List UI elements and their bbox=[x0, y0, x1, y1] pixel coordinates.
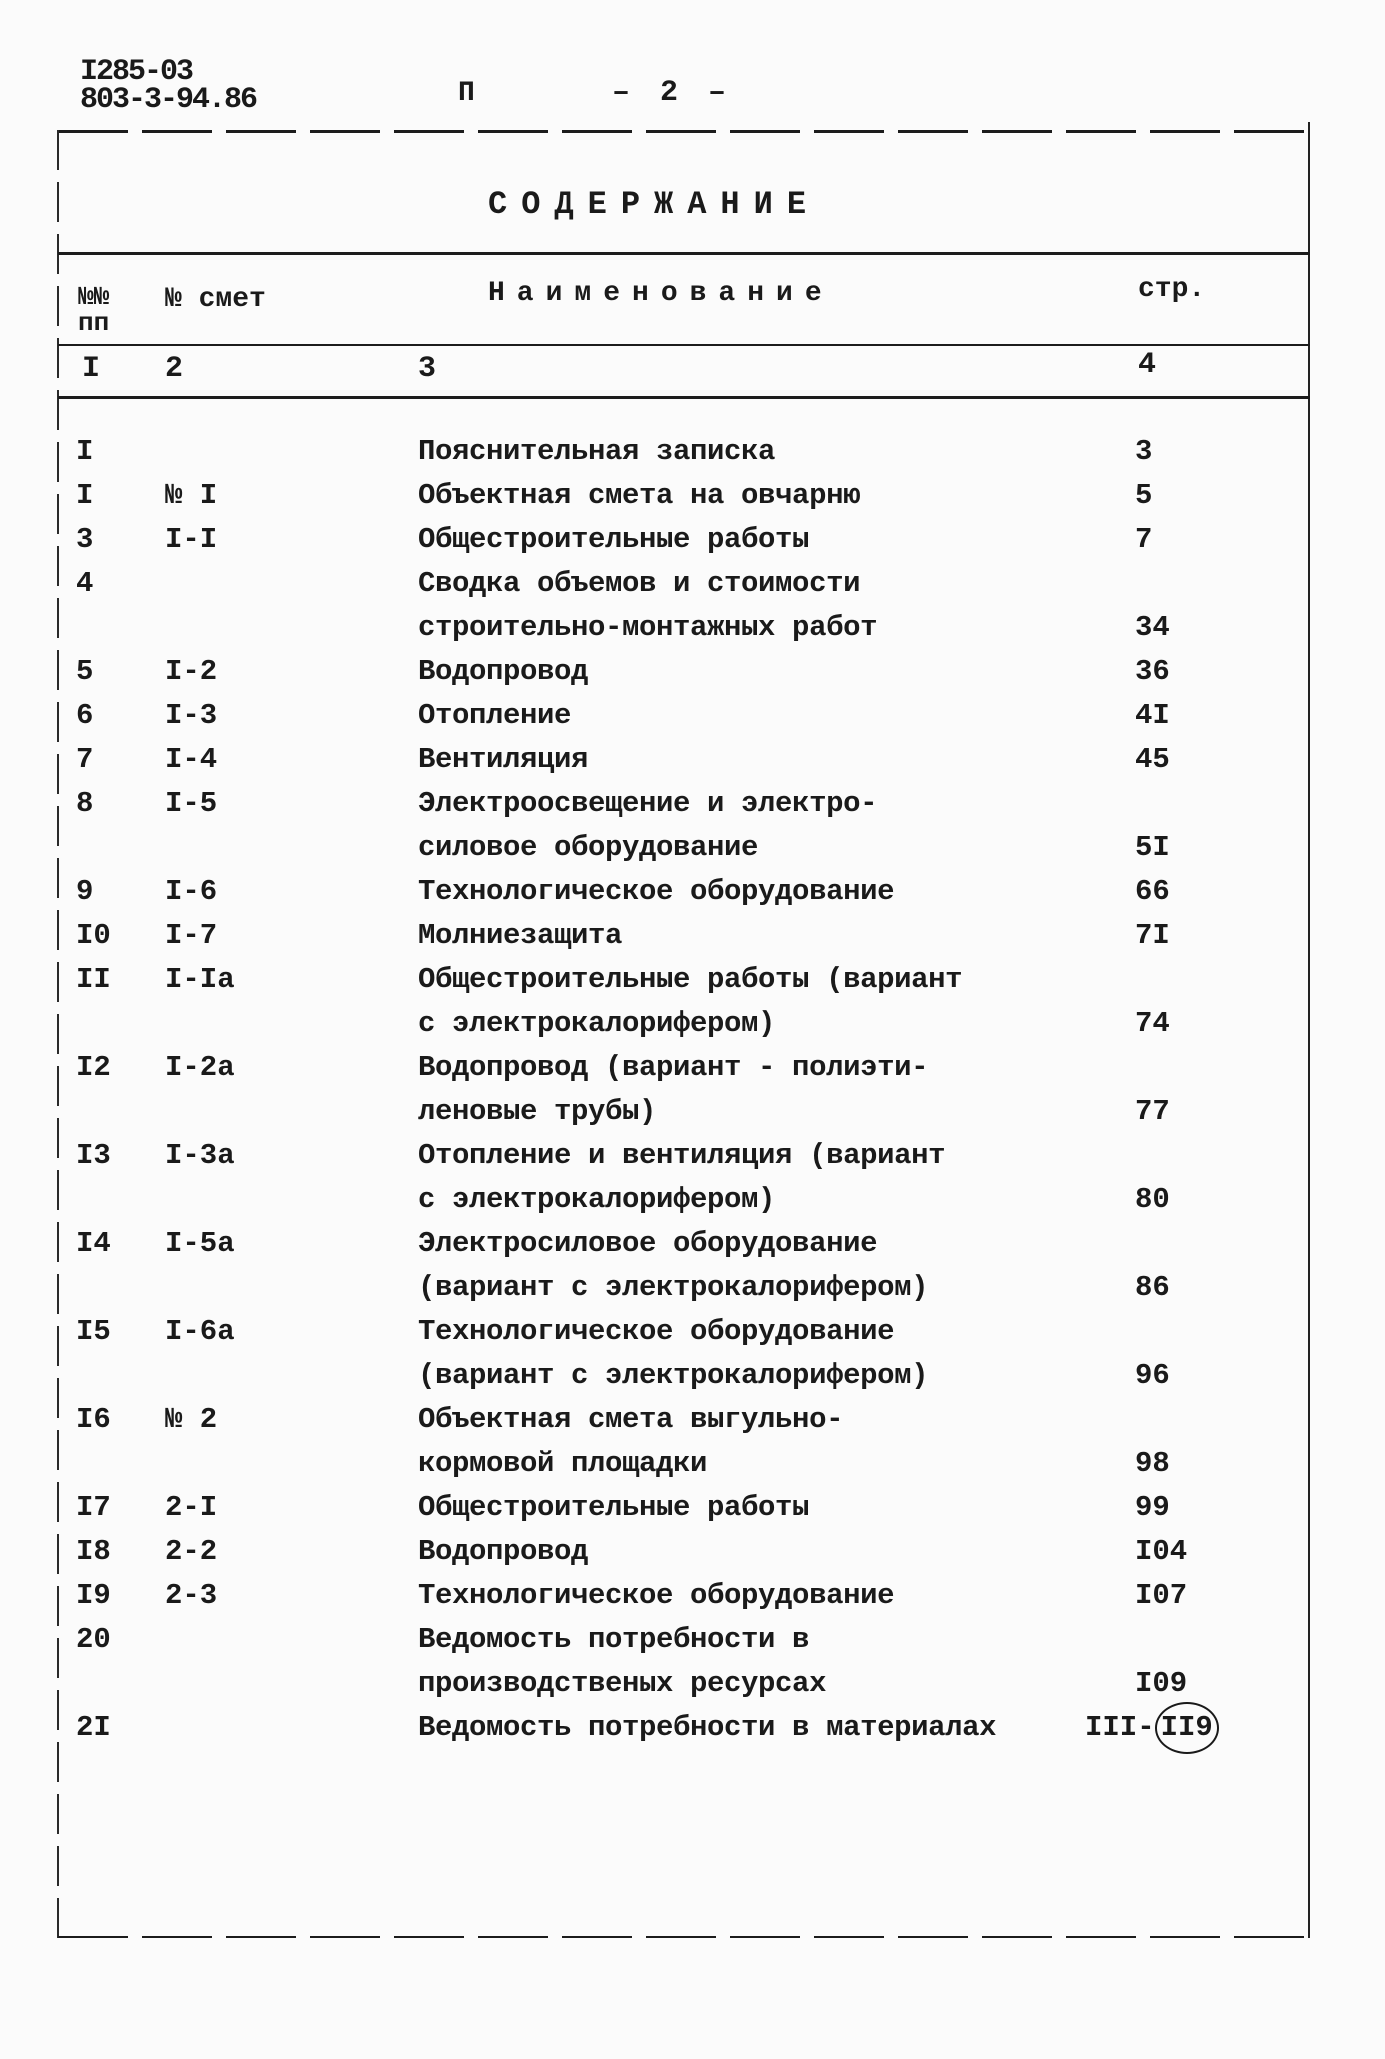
entry-page-number: I04 bbox=[1135, 1535, 1188, 1568]
entry-page-number: 7I bbox=[1135, 919, 1170, 952]
entry-name: Электроосвещение и электро- bbox=[418, 787, 878, 820]
frame-top-border bbox=[58, 130, 1310, 133]
page-title: СОДЕРЖАНИЕ bbox=[488, 186, 821, 223]
toc-entry bbox=[0, 738, 1385, 782]
toc-entry-continuation bbox=[0, 1354, 1385, 1398]
entry-page-number: 66 bbox=[1135, 875, 1170, 908]
entry-name: с электрокалорифером) bbox=[418, 1183, 776, 1216]
entry-page bbox=[1135, 1090, 1170, 1134]
entry-page-number: 7 bbox=[1135, 523, 1153, 556]
entry-estimate-number: I-4 bbox=[165, 743, 218, 776]
entry-page-number: III- bbox=[1085, 1711, 1155, 1744]
entry-name: с электрокалорифером) bbox=[418, 1007, 776, 1040]
entry-number: I9 bbox=[76, 1579, 111, 1612]
entry-number: 4 bbox=[76, 567, 94, 600]
entry-page bbox=[1135, 1530, 1187, 1574]
header-item-number: №№ bbox=[78, 282, 110, 312]
header-name: Наименование bbox=[488, 278, 834, 309]
entry-name: Молниезащита bbox=[418, 919, 623, 952]
entry-name: (вариант с электрокалорифером) bbox=[418, 1359, 929, 1392]
header-item-number-sub: пп bbox=[78, 308, 110, 338]
entry-estimate-number: № I bbox=[165, 479, 218, 512]
entry-page bbox=[1135, 870, 1170, 914]
entry-name: Ведомость потребности в материалах bbox=[418, 1711, 997, 1744]
toc-entry bbox=[0, 1310, 1385, 1354]
circled-page-number: II9 bbox=[1155, 1702, 1219, 1754]
toc-entry-continuation bbox=[0, 1002, 1385, 1046]
toc-entry bbox=[0, 1046, 1385, 1090]
entry-name: Объектная смета на овчарню bbox=[418, 479, 861, 512]
toc-entry bbox=[0, 430, 1385, 474]
entry-number: I6 bbox=[76, 1403, 111, 1436]
toc-entry bbox=[0, 518, 1385, 562]
entry-page bbox=[1135, 430, 1152, 474]
entry-estimate-number: I-5a bbox=[165, 1227, 235, 1260]
entry-estimate-number: 2-2 bbox=[165, 1535, 218, 1568]
entry-name: леновые трубы) bbox=[418, 1095, 657, 1128]
entry-page-number: 96 bbox=[1135, 1359, 1170, 1392]
entry-page bbox=[1135, 474, 1152, 518]
table-of-contents bbox=[0, 430, 1385, 1750]
toc-entry bbox=[0, 650, 1385, 694]
table-header-top-rule bbox=[58, 252, 1310, 255]
toc-entry-continuation bbox=[0, 606, 1385, 650]
entry-estimate-number: I-3 bbox=[165, 699, 218, 732]
entry-page bbox=[1085, 1706, 1219, 1754]
entry-number: II bbox=[76, 963, 111, 996]
entry-page bbox=[1135, 1574, 1187, 1618]
entry-name: Сводка объемов и стоимости bbox=[418, 567, 861, 600]
entry-estimate-number: I-Ia bbox=[165, 963, 235, 996]
frame-bottom-border bbox=[58, 1936, 1310, 1938]
entry-name: Технологическое оборудование bbox=[418, 875, 895, 908]
entry-name: Вентиляция bbox=[418, 743, 589, 776]
entry-name: Технологическое оборудование bbox=[418, 1315, 895, 1348]
entry-page-number: 5I bbox=[1135, 831, 1170, 864]
entry-estimate-number: I-I bbox=[165, 523, 218, 556]
entry-page bbox=[1135, 1662, 1187, 1706]
entry-estimate-number: № 2 bbox=[165, 1403, 218, 1436]
entry-page bbox=[1135, 1442, 1170, 1486]
entry-number: 2I bbox=[76, 1711, 111, 1744]
column-number-2: 2 bbox=[165, 352, 184, 386]
toc-entry bbox=[0, 1134, 1385, 1178]
entry-page bbox=[1135, 826, 1170, 870]
toc-entry-continuation bbox=[0, 1178, 1385, 1222]
entry-number: 20 bbox=[76, 1623, 111, 1656]
header-page: стр. bbox=[1138, 274, 1206, 305]
entry-page bbox=[1135, 1354, 1170, 1398]
entry-number: I3 bbox=[76, 1139, 111, 1172]
table-header-bottom-rule bbox=[58, 396, 1310, 399]
header-estimate-number: № смет bbox=[165, 284, 266, 315]
table-column-numbers-rule bbox=[58, 344, 1310, 346]
entry-name: Ведомость потребности в bbox=[418, 1623, 810, 1656]
entry-page-number: 86 bbox=[1135, 1271, 1170, 1304]
entry-name: Объектная смета выгульно- bbox=[418, 1403, 844, 1436]
entry-number: 7 bbox=[76, 743, 94, 776]
entry-name: Водопровод bbox=[418, 1535, 589, 1568]
entry-number: 5 bbox=[76, 655, 94, 688]
column-number-1: I bbox=[82, 352, 101, 386]
entry-estimate-number: 2-3 bbox=[165, 1579, 218, 1612]
sheet-mark: П bbox=[458, 78, 475, 109]
toc-entry bbox=[0, 782, 1385, 826]
entry-page bbox=[1135, 1178, 1170, 1222]
entry-name: Общестроительные работы (вариант bbox=[418, 963, 963, 996]
entry-name: Электросиловое оборудование bbox=[418, 1227, 878, 1260]
toc-entry-continuation bbox=[0, 826, 1385, 870]
entry-number: I2 bbox=[76, 1051, 111, 1084]
entry-number: 9 bbox=[76, 875, 94, 908]
toc-entry bbox=[0, 562, 1385, 606]
entry-name: Пояснительная записка bbox=[418, 435, 776, 468]
entry-page bbox=[1135, 606, 1170, 650]
entry-name: Отопление bbox=[418, 699, 572, 732]
entry-name: силовое оборудование bbox=[418, 831, 759, 864]
entry-page-number: 74 bbox=[1135, 1007, 1170, 1040]
entry-page-number: 4I bbox=[1135, 699, 1170, 732]
entry-page bbox=[1135, 914, 1170, 958]
toc-entry bbox=[0, 1706, 1385, 1750]
entry-number: 3 bbox=[76, 523, 94, 556]
entry-name: Общестроительные работы bbox=[418, 523, 810, 556]
entry-name: (вариант с электрокалорифером) bbox=[418, 1271, 929, 1304]
entry-page bbox=[1135, 738, 1170, 782]
entry-number: I4 bbox=[76, 1227, 111, 1260]
entry-estimate-number: I-6 bbox=[165, 875, 218, 908]
toc-entry bbox=[0, 870, 1385, 914]
toc-entry-continuation bbox=[0, 1090, 1385, 1134]
entry-page bbox=[1135, 518, 1152, 562]
entry-number: I bbox=[76, 479, 94, 512]
entry-page-number: 5 bbox=[1135, 479, 1153, 512]
entry-estimate-number: I-6a bbox=[165, 1315, 235, 1348]
entry-number: I7 bbox=[76, 1491, 111, 1524]
entry-page-number: 45 bbox=[1135, 743, 1170, 776]
entry-estimate-number: I-7 bbox=[165, 919, 218, 952]
project-code: 803-3-94.86 bbox=[80, 83, 257, 117]
toc-entry-continuation bbox=[0, 1662, 1385, 1706]
entry-estimate-number: 2-I bbox=[165, 1491, 218, 1524]
toc-entry bbox=[0, 1486, 1385, 1530]
page-number: – 2 – bbox=[612, 76, 733, 110]
entry-page-number: 80 bbox=[1135, 1183, 1170, 1216]
entry-number: 6 bbox=[76, 699, 94, 732]
document-code: I285-03 bbox=[80, 55, 193, 89]
entry-number: 8 bbox=[76, 787, 94, 820]
entry-estimate-number: I-2a bbox=[165, 1051, 235, 1084]
entry-name: Водопровод bbox=[418, 655, 589, 688]
entry-page-number: I09 bbox=[1135, 1667, 1188, 1700]
entry-name: кормовой площадки bbox=[418, 1447, 708, 1480]
toc-entry bbox=[0, 1618, 1385, 1662]
entry-page-number: 99 bbox=[1135, 1491, 1170, 1524]
toc-entry bbox=[0, 1222, 1385, 1266]
entry-number: I8 bbox=[76, 1535, 111, 1568]
entry-page bbox=[1135, 694, 1170, 738]
entry-page bbox=[1135, 1002, 1170, 1046]
entry-number: I bbox=[76, 435, 94, 468]
entry-name: Отопление и вентиляция (вариант bbox=[418, 1139, 946, 1172]
entry-page-number: 36 bbox=[1135, 655, 1170, 688]
toc-entry bbox=[0, 474, 1385, 518]
column-number-4: 4 bbox=[1138, 348, 1157, 382]
entry-page-number: 3 bbox=[1135, 435, 1153, 468]
toc-entry bbox=[0, 958, 1385, 1002]
toc-entry-continuation bbox=[0, 1266, 1385, 1310]
entry-page-number: 34 bbox=[1135, 611, 1170, 644]
entry-name: строительно-монтажных работ bbox=[418, 611, 878, 644]
entry-name: Технологическое оборудование bbox=[418, 1579, 895, 1612]
toc-entry bbox=[0, 1530, 1385, 1574]
entry-estimate-number: I-3a bbox=[165, 1139, 235, 1172]
toc-entry bbox=[0, 694, 1385, 738]
toc-entry bbox=[0, 1574, 1385, 1618]
entry-page bbox=[1135, 650, 1170, 694]
entry-page bbox=[1135, 1266, 1170, 1310]
entry-name: Общестроительные работы bbox=[418, 1491, 810, 1524]
entry-estimate-number: I-2 bbox=[165, 655, 218, 688]
entry-page-number: 98 bbox=[1135, 1447, 1170, 1480]
toc-entry bbox=[0, 1398, 1385, 1442]
entry-name: производственых ресурсах bbox=[418, 1667, 827, 1700]
entry-number: I5 bbox=[76, 1315, 111, 1348]
entry-number: I0 bbox=[76, 919, 111, 952]
column-number-3: 3 bbox=[418, 352, 437, 386]
entry-name: Водопровод (вариант - полиэти- bbox=[418, 1051, 929, 1084]
entry-page-number: 77 bbox=[1135, 1095, 1170, 1128]
entry-page bbox=[1135, 1486, 1170, 1530]
entry-estimate-number: I-5 bbox=[165, 787, 218, 820]
entry-page-number: I07 bbox=[1135, 1579, 1188, 1612]
toc-entry-continuation bbox=[0, 1442, 1385, 1486]
toc-entry bbox=[0, 914, 1385, 958]
